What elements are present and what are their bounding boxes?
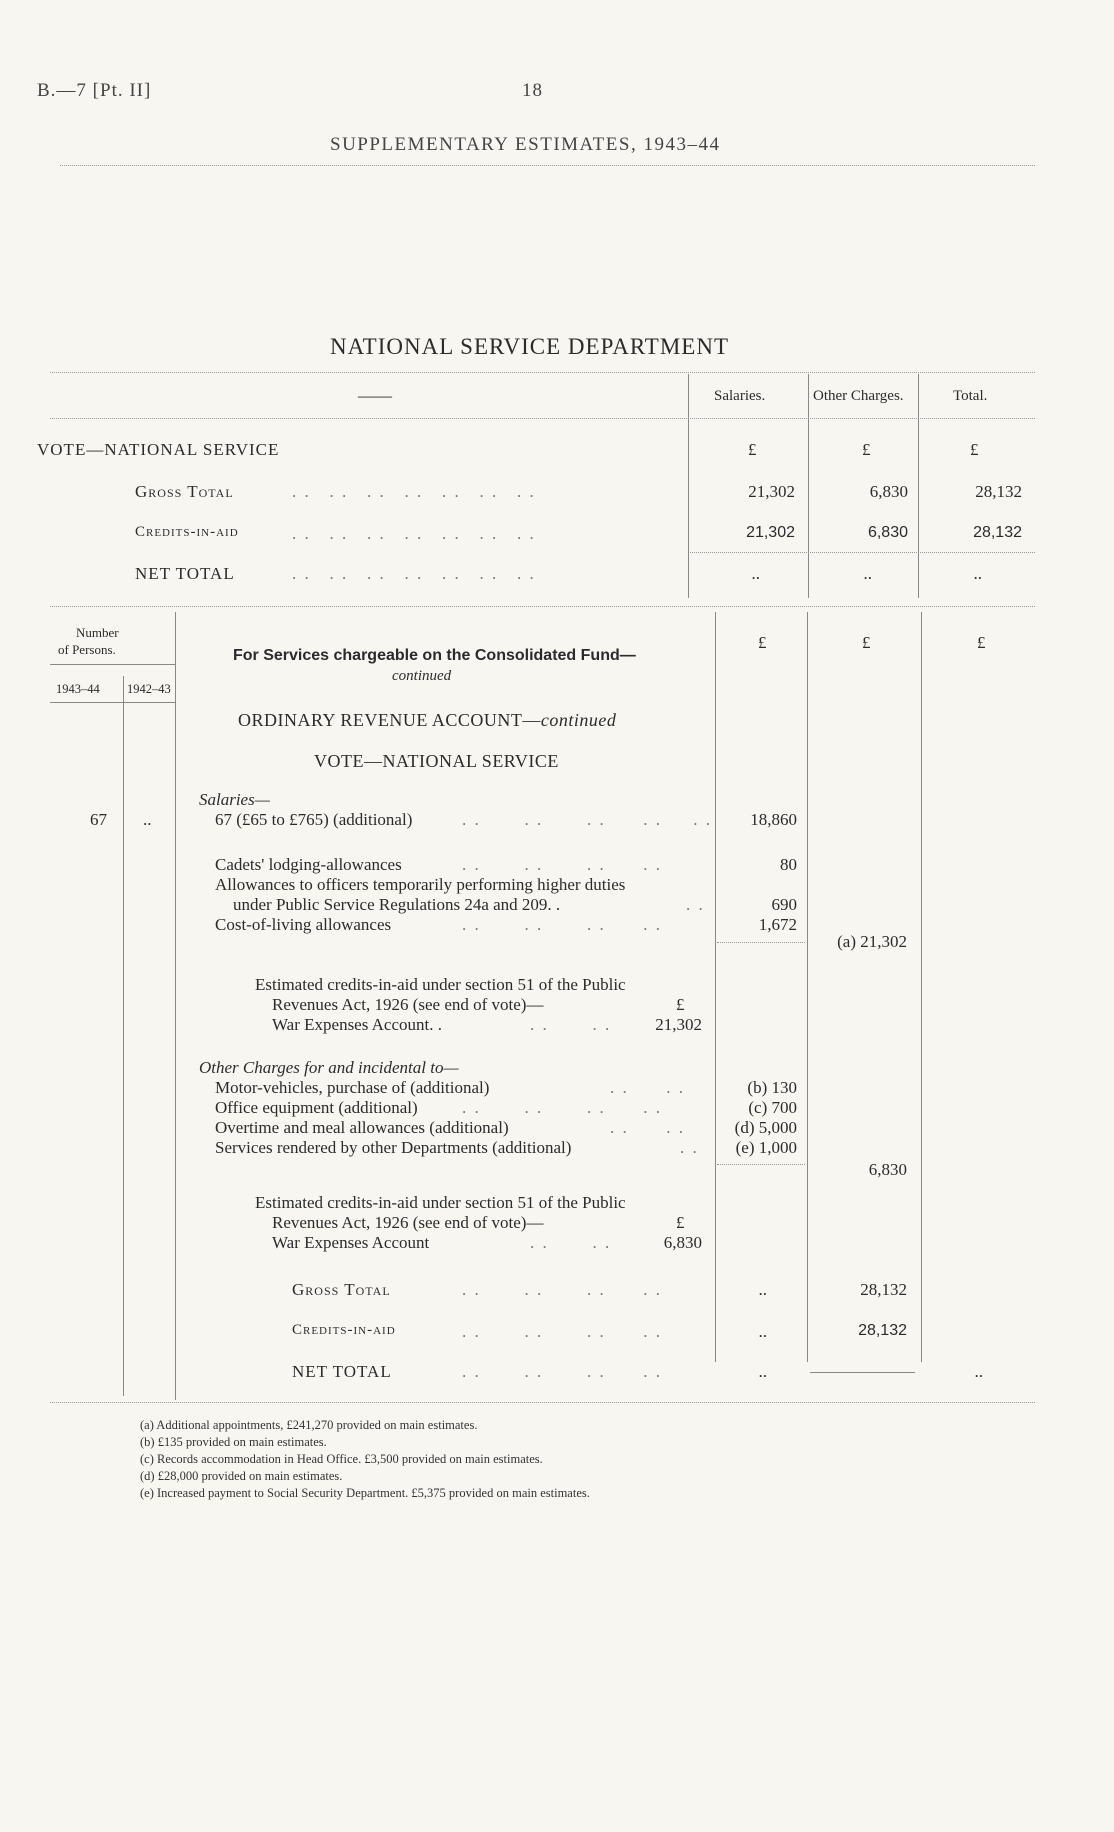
other-charges-subtotal: 6,830 xyxy=(868,1160,907,1179)
detail-currency: £ xyxy=(977,633,986,652)
persons-a-value: 67 xyxy=(90,810,107,829)
estimated-credits-currency: £ xyxy=(676,1213,685,1232)
estimated-credits-line: War Expenses Account. . xyxy=(272,1015,442,1034)
detail-credits-label: Credits-in-aid xyxy=(292,1322,396,1338)
overtime-line: Overtime and meal allowances (additional) xyxy=(215,1118,509,1137)
col-other-header: Other Charges. xyxy=(813,388,904,404)
page-title: SUPPLEMENTARY ESTIMATES, 1943–44 xyxy=(330,134,721,155)
office-equipment-line: Office equipment (additional) xyxy=(215,1098,418,1117)
summary-net-salaries: .. xyxy=(751,564,760,583)
cadets-line: Cadets' lodging-allowances xyxy=(215,855,402,874)
summary-net-other: .. xyxy=(863,564,872,583)
estimated-credits-amount: 6,830 xyxy=(663,1233,702,1252)
year-a-header: 1943–44 xyxy=(56,682,100,696)
salary-amount: 18,860 xyxy=(750,810,797,829)
other-charges-heading: Other Charges for and incidental to— xyxy=(199,1058,459,1077)
summary-dash: —— xyxy=(358,386,392,405)
allowances-line: under Public Service Regulations 24a and 209. . xyxy=(233,895,561,914)
salaries-subtotal: (a) 21,302 xyxy=(837,932,907,951)
vote-heading: VOTE—NATIONAL SERVICE xyxy=(314,751,559,771)
account-heading: ORDINARY REVENUE ACCOUNT—continued xyxy=(238,710,617,730)
detail-gross-total: 28,132 xyxy=(860,1280,907,1299)
estimated-credits-line: War Expenses Account xyxy=(272,1233,430,1252)
summary-gross-total: 28,132 xyxy=(975,482,1022,501)
services-heading: For Services chargeable on the Consolidated Fund— xyxy=(233,647,636,664)
salary-line: 67 (£65 to £765) (additional) xyxy=(215,810,413,829)
estimated-credits-line: Revenues Act, 1926 (see end of vote)— xyxy=(272,995,544,1014)
detail-gross-label: Gross Total xyxy=(292,1280,391,1299)
summary-currency: £ xyxy=(862,440,871,459)
detail-currency: £ xyxy=(758,633,767,652)
summary-net-total: .. xyxy=(973,564,982,583)
summary-credits-salaries: 21,302 xyxy=(746,524,795,541)
summary-credits-label: Credits-in-aid xyxy=(135,524,239,540)
motor-vehicles-line: Motor-vehicles, purchase of (additional) xyxy=(215,1078,490,1097)
cost-of-living-line: Cost-of-living allowances xyxy=(215,915,392,934)
detail-credits-col1: .. xyxy=(758,1322,767,1341)
office-equipment-amount: (c) 700 xyxy=(748,1098,797,1117)
persons-label: of Persons. xyxy=(58,642,116,657)
allowances-line: Allowances to officers temporarily performing higher duties xyxy=(215,875,626,894)
persons-label: Number xyxy=(76,625,119,640)
col-total-header: Total. xyxy=(953,388,988,404)
detail-gross-col1: .. xyxy=(758,1280,767,1299)
overtime-amount: (d) 5,000 xyxy=(734,1118,797,1137)
summary-gross-label: Gross Total xyxy=(135,482,234,501)
footnote: (d) £28,000 provided on main estimates. xyxy=(140,1469,343,1483)
estimated-credits-line: Estimated credits-in-aid under section 51 of the Public xyxy=(255,975,626,994)
motor-vehicles-amount: (b) 130 xyxy=(747,1078,797,1097)
summary-credits-total: 28,132 xyxy=(973,524,1022,541)
detail-currency: £ xyxy=(862,633,871,652)
page-number: 18 xyxy=(522,80,543,101)
cost-of-living-amount: 1,672 xyxy=(758,915,797,934)
footnote: (e) Increased payment to Social Security Department. £5,375 provided on main estimates. xyxy=(140,1486,590,1500)
persons-b-value: .. xyxy=(143,810,152,829)
detail-net-label: NET TOTAL xyxy=(292,1362,392,1381)
services-continued: continued xyxy=(392,668,452,684)
services-rendered-amount: (e) 1,000 xyxy=(735,1138,797,1157)
detail-net-col1: .. xyxy=(758,1362,767,1381)
estimated-credits-amount: 21,302 xyxy=(655,1015,702,1034)
summary-net-label: NET TOTAL xyxy=(135,564,235,583)
estimated-credits-line: Revenues Act, 1926 (see end of vote)— xyxy=(272,1213,544,1232)
services-rendered-line: Services rendered by other Departments (additional) xyxy=(215,1138,572,1157)
estimated-credits-currency: £ xyxy=(676,995,685,1014)
summary-currency: £ xyxy=(970,440,979,459)
col-salaries-header: Salaries. xyxy=(714,388,766,404)
footnote: (b) £135 provided on main estimates. xyxy=(140,1435,327,1449)
summary-currency: £ xyxy=(748,440,757,459)
allowances-amount: 690 xyxy=(771,895,797,914)
cadets-amount: 80 xyxy=(780,855,797,874)
estimated-credits-line: Estimated credits-in-aid under section 51 of the Public xyxy=(255,1193,626,1212)
summary-vote-label: VOTE—NATIONAL SERVICE xyxy=(37,440,280,459)
footnote: (c) Records accommodation in Head Office. £3,500 provided on main estimates. xyxy=(140,1452,543,1466)
detail-net-col3: .. xyxy=(974,1362,983,1381)
summary-gross-other: 6,830 xyxy=(869,482,908,501)
salaries-heading: Salaries— xyxy=(199,790,270,809)
summary-gross-salaries: 21,302 xyxy=(748,482,795,501)
summary-credits-other: 6,830 xyxy=(867,524,908,541)
year-b-header: 1942–43 xyxy=(127,682,171,696)
footnote: (a) Additional appointments, £241,270 provided on main estimates. xyxy=(140,1418,478,1432)
department-title: NATIONAL SERVICE DEPARTMENT xyxy=(330,334,730,359)
page-ref: B.—7 [Pt. II] xyxy=(37,80,152,101)
detail-credits-total: 28,132 xyxy=(858,1322,907,1339)
